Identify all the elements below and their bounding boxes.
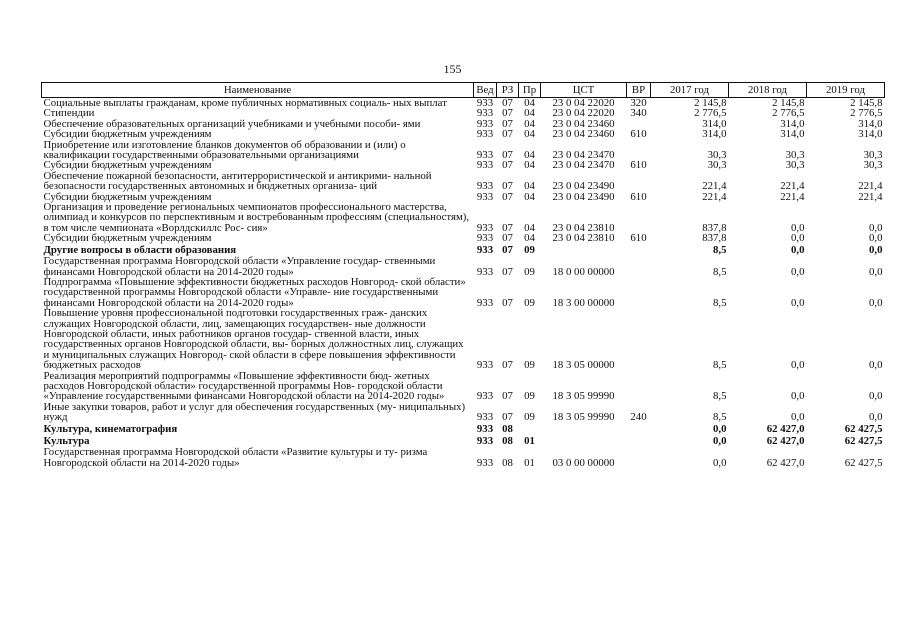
- cell-cst: 23 0 04 23470: [552, 159, 615, 172]
- cell-2017: 8,5: [713, 359, 727, 372]
- cell-ved: 933: [476, 221, 494, 234]
- cell-vr: [627, 202, 651, 233]
- cell-rz: 07: [502, 221, 513, 234]
- col-header-2019: 2019 год: [807, 83, 885, 98]
- cell-2019: 62 427,5: [844, 422, 883, 435]
- cell-ved: 933: [476, 390, 494, 403]
- cell-cst: 23 0 04 23460: [552, 128, 615, 141]
- cell-pr: 01: [524, 456, 535, 469]
- cell-2019: 221,4: [858, 180, 883, 193]
- cell-vr: [627, 244, 651, 256]
- cell-ved: 933: [476, 149, 494, 162]
- cell-rz: 07: [502, 411, 513, 424]
- cell-rz: 08: [502, 422, 513, 435]
- cell-name: Субсидии бюджетным учреждениям: [43, 128, 212, 141]
- col-header-cst: ЦСТ: [541, 83, 627, 98]
- cell-ved: 933: [476, 422, 494, 435]
- cell-cst: [541, 435, 627, 447]
- cell-rz: 07: [502, 159, 513, 172]
- cell-rz: 07: [502, 296, 513, 309]
- col-header-2017: 2017 год: [651, 83, 729, 98]
- cell-vr: [627, 140, 651, 161]
- cell-2019: 2 776,5: [850, 107, 883, 120]
- cell-2018: 0,0: [791, 221, 805, 234]
- cell-name: Реализация мероприятий подпрограммы «Повышение эффективности бюд- жетных расходов Новгородской области» государственной программы Нов- городской области «Управление государственными финансами Новгородской области на 2014-2020 годы»: [43, 369, 445, 403]
- cell-pr: 01: [524, 435, 535, 447]
- cell-2018: 221,4: [780, 180, 805, 193]
- cell-ved: 933: [476, 265, 494, 278]
- cell-cst: 23 0 04 23490: [552, 190, 615, 203]
- cell-2019: 0,0: [869, 265, 883, 278]
- cell-rz: 07: [502, 232, 513, 245]
- cell-cst: 03 0 00 00000: [552, 456, 615, 469]
- cell-pr: 04: [524, 221, 535, 234]
- cell-2019: 2 145,8: [850, 97, 883, 109]
- cell-name: Иные закупки товаров, работ и услуг для обеспечения государственных (му- ниципальных) нужд: [43, 400, 466, 424]
- cell-rz: 08: [502, 456, 513, 469]
- cell-rz: 07: [502, 190, 513, 203]
- page-number: 155: [443, 62, 462, 76]
- cell-2017: 0,0: [713, 435, 727, 447]
- table-row: [42, 402, 885, 423]
- cell-name: Стипендии: [43, 107, 95, 120]
- cell-pr: 04: [524, 128, 535, 141]
- table-header-row: [42, 83, 885, 98]
- cell-vr: [627, 423, 651, 435]
- cell-2017: 8,5: [713, 265, 727, 278]
- table-row: [42, 98, 885, 109]
- cell-name: Социальные выплаты гражданам, кроме публичных нормативных социаль- ных выплат: [43, 97, 447, 109]
- cell-vr: 340: [630, 107, 647, 120]
- cell-2018: 314,0: [780, 128, 805, 141]
- cell-cst: 18 3 00 00000: [552, 296, 615, 309]
- cell-rz: 07: [502, 390, 513, 403]
- cell-cst: 23 0 04 22020: [552, 97, 615, 109]
- cell-ved: 933: [476, 243, 494, 256]
- budget-table: [41, 82, 885, 468]
- cell-2017: 2 145,8: [694, 97, 727, 109]
- col-header-ved: Вед: [474, 83, 497, 98]
- cell-cst: [541, 423, 627, 435]
- cell-name: Государственная программа Новгородской области «Управление государ- ственными финансами Новгородской области на 2014-2020 годы»: [43, 255, 436, 278]
- cell-2017: 837,8: [702, 221, 727, 234]
- cell-2018: 0,0: [791, 359, 805, 372]
- cell-2019: 221,4: [858, 190, 883, 203]
- cell-cst: 18 3 05 99990: [552, 411, 615, 424]
- cell-rz: 07: [502, 359, 513, 372]
- cell-vr: 610: [630, 232, 647, 245]
- cell-2018: 0,0: [791, 232, 805, 245]
- cell-2017: 314,0: [702, 128, 727, 141]
- cell-2019: 314,0: [858, 117, 883, 130]
- cell-cst: 23 0 04 23490: [552, 180, 615, 193]
- table-body: [42, 98, 885, 469]
- cell-2018: 62 427,0: [766, 456, 805, 469]
- cell-2018: 0,0: [791, 296, 805, 309]
- col-header-pr: Пр: [519, 83, 541, 98]
- cell-2017: 8,5: [713, 296, 727, 309]
- col-header-rz: РЗ: [497, 83, 519, 98]
- cell-ved: 933: [476, 180, 494, 193]
- cell-ved: 933: [476, 128, 494, 141]
- cell-ved: 933: [476, 435, 494, 447]
- cell-2017: 837,8: [702, 232, 727, 245]
- cell-2018: 221,4: [780, 190, 805, 203]
- cell-pr: 09: [524, 390, 535, 403]
- cell-name: Приобретение или изготовление бланков документов об образовании и (или) о квалификации государственными образовательными организациями: [43, 138, 406, 162]
- cell-ved: 933: [476, 411, 494, 424]
- col-header-2018: 2018 год: [729, 83, 807, 98]
- cell-2019: 30,3: [863, 149, 883, 162]
- cell-name: Другие вопросы в области образования: [43, 243, 237, 256]
- cell-rz: 07: [502, 128, 513, 141]
- cell-cst: 18 3 05 00000: [552, 359, 615, 372]
- table-row: [42, 140, 885, 161]
- cell-rz: 07: [502, 117, 513, 130]
- cell-2018: 0,0: [791, 390, 805, 403]
- cell-2019: 0,0: [869, 390, 883, 403]
- cell-2017: 221,4: [702, 190, 727, 203]
- cell-vr: 610: [630, 159, 647, 172]
- cell-vr: [627, 171, 651, 192]
- cell-pr: 04: [524, 149, 535, 162]
- cell-ved: 933: [476, 97, 494, 109]
- cell-pr: 04: [524, 107, 535, 120]
- cell-pr: 04: [524, 232, 535, 245]
- table-row: [42, 171, 885, 192]
- cell-2017: 8,5: [713, 390, 727, 403]
- col-header-vr: ВР: [627, 83, 651, 98]
- cell-2017: 314,0: [702, 117, 727, 130]
- cell-cst: 18 3 05 99990: [552, 390, 615, 403]
- cell-2017: 0,0: [713, 456, 727, 469]
- cell-2019: 0,0: [869, 411, 883, 424]
- cell-2018: 30,3: [785, 159, 805, 172]
- cell-rz: 07: [502, 265, 513, 278]
- cell-ved: 933: [476, 107, 494, 120]
- cell-2019: 0,0: [869, 232, 883, 245]
- col-header-name: Наименование: [42, 83, 474, 98]
- cell-name: Культура, кинематография: [43, 422, 178, 435]
- cell-cst: 23 0 04 23470: [552, 149, 615, 162]
- table-row: [42, 371, 885, 402]
- cell-name: Субсидии бюджетным учреждениям: [43, 232, 212, 245]
- cell-2018: 62 427,0: [766, 422, 805, 435]
- cell-cst: 23 0 04 23810: [552, 232, 615, 245]
- cell-pr: 04: [524, 159, 535, 172]
- cell-pr: 04: [524, 117, 535, 130]
- table-row: [42, 277, 885, 308]
- cell-2017: 30,3: [707, 159, 727, 172]
- cell-cst: [541, 244, 627, 256]
- cell-name: Государственная программа Новгородской области «Развитие культуры и ту- ризма Новгородской области на 2014-2020 годы»: [43, 446, 428, 469]
- cell-rz: 07: [502, 97, 513, 109]
- cell-2018: 30,3: [785, 149, 805, 162]
- cell-ved: 933: [476, 117, 494, 130]
- cell-name: Организация и проведение региональных чемпионатов профессионального мастерства, олимпиад и конкурсов по перспективным и востребованным профессиям (специальностям), в том числе чемпионата «Ворлдскиллс Рос- сия»: [43, 201, 470, 234]
- cell-ved: 933: [476, 456, 494, 469]
- cell-ved: 933: [476, 159, 494, 172]
- cell-2017: 0,0: [713, 422, 727, 435]
- cell-2018: 314,0: [780, 117, 805, 130]
- cell-pr: 04: [524, 190, 535, 203]
- cell-pr: 09: [524, 359, 535, 372]
- cell-2019: 0,0: [869, 221, 883, 234]
- table-row: [42, 233, 885, 243]
- cell-pr: 09: [524, 411, 535, 424]
- table-row: [42, 423, 885, 435]
- cell-vr: 610: [630, 190, 647, 203]
- cell-rz: 07: [502, 107, 513, 120]
- cell-2019: 62 427,5: [844, 456, 883, 469]
- cell-ved: 933: [476, 296, 494, 309]
- cell-vr: [627, 447, 651, 468]
- cell-name: Повышение уровня профессиональной подготовки государственных граж- данских служащих Новгородской области, лиц, замещающих государствен- ные должности Новгородской области, иных работников органов государ- ственной власти, иных государственных органов Новгородской области, вы- борных должностных лиц, служащих и муниципальных служащих Новгород- ской области в сфере повышения эффективности бюджетных расходов: [43, 307, 464, 372]
- cell-2017: 30,3: [707, 149, 727, 162]
- cell-cst: 23 0 04 23460: [552, 117, 615, 130]
- cell-name: Культура: [43, 435, 90, 447]
- cell-2019: 0,0: [869, 243, 883, 256]
- cell-2017: 221,4: [702, 180, 727, 193]
- cell-cst: 18 0 00 00000: [552, 265, 615, 278]
- table-row: [42, 256, 885, 277]
- cell-2017: 8,5: [713, 411, 727, 424]
- table-row: [42, 447, 885, 468]
- cell-vr: [627, 256, 651, 277]
- cell-rz: 07: [502, 243, 513, 256]
- cell-pr: 04: [524, 97, 535, 109]
- cell-2019: 0,0: [869, 359, 883, 372]
- cell-2018: 2 145,8: [772, 97, 805, 109]
- cell-ved: 933: [476, 190, 494, 203]
- cell-name: Подпрограмма «Повышение эффективности бюджетных расходов Новгород- ской области» государственной программы Новгородской области «Управле- ние государственными финансами Новгородской области на 2014-2020 годы»: [43, 275, 466, 309]
- cell-name: Субсидии бюджетным учреждениям: [43, 190, 212, 203]
- cell-cst: 23 0 04 22020: [552, 107, 615, 120]
- cell-pr: 04: [524, 180, 535, 193]
- cell-rz: 07: [502, 180, 513, 193]
- cell-name: Обеспечение пожарной безопасности, антитеррористической и антикрими- нальной безопасности государственных автономных и бюджетных организа- ций: [43, 169, 432, 193]
- cell-vr: [627, 277, 651, 308]
- cell-vr: 320: [630, 97, 647, 109]
- cell-2019: 30,3: [863, 159, 883, 172]
- cell-ved: 933: [476, 359, 494, 372]
- cell-pr: [519, 423, 541, 435]
- cell-vr: 610: [630, 128, 647, 141]
- cell-2019: 314,0: [858, 128, 883, 141]
- cell-2018: 0,0: [791, 243, 805, 256]
- cell-2017: 8,5: [713, 243, 727, 256]
- cell-2018: 0,0: [791, 411, 805, 424]
- cell-2017: 2 776,5: [694, 107, 727, 120]
- cell-name: Обеспечение образовательных организаций учебниками и учебными пособи- ями: [43, 117, 421, 130]
- cell-vr: [627, 435, 651, 447]
- cell-2018: 0,0: [791, 265, 805, 278]
- cell-2018: 62 427,0: [766, 435, 805, 447]
- cell-2018: 2 776,5: [772, 107, 805, 120]
- table-row: [42, 202, 885, 233]
- cell-2019: 62 427,5: [844, 435, 883, 447]
- cell-vr: 240: [630, 411, 647, 424]
- cell-2019: 0,0: [869, 296, 883, 309]
- cell-cst: 23 0 04 23810: [552, 221, 615, 234]
- cell-rz: 08: [502, 435, 513, 447]
- table-row: [42, 308, 885, 370]
- cell-rz: 07: [502, 149, 513, 162]
- cell-name: Субсидии бюджетным учреждениям: [43, 159, 212, 172]
- cell-pr: 09: [524, 296, 535, 309]
- cell-vr: [627, 308, 651, 370]
- cell-vr: [627, 371, 651, 402]
- cell-pr: 09: [524, 265, 535, 278]
- cell-ved: 933: [476, 232, 494, 245]
- cell-pr: 09: [524, 243, 535, 256]
